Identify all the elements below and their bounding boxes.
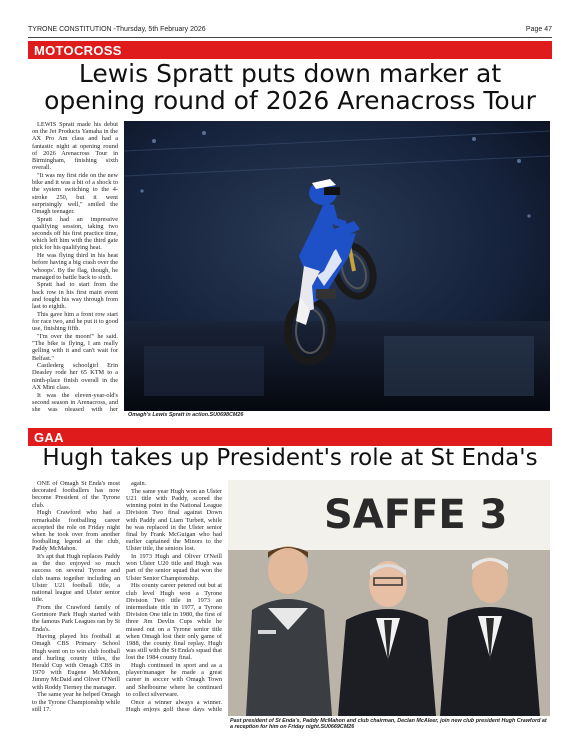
motocross-paragraph: LEWIS Spratt made his debut on the Jet Products Yamaha in the AX Pro Am class and had a fantastic night at opening round of 2026 Arenacross Tour in Birmingham, finishing sixth overall. <box>32 121 118 172</box>
motocross-paragraph: Castlederg schoolgirl Erin Deasley rode her 65 KTM to a ninth-place finish overall in the AX Mini class. <box>32 362 118 391</box>
headline-line-2: opening round of 2026 Arenacross Tour <box>44 86 536 115</box>
article-body-gaa-col1 <box>32 480 120 712</box>
headline-motocross <box>28 60 552 114</box>
gaa-col2-paragraph: The same year Hugh won an Ulster U21 title with Paddy, scored the winning point in the National League Division Two final against Down with Paddy and Liam Turbett, while he was replaced in the Ulster senior final by Frank McGuigan who had earlier captained the Minors to the Ulster title, the seniors lost. <box>126 487 222 553</box>
gaa-col1-paragraph: ONE of Omagh St Enda's most decorated footballers has now become President of the Tyrone club. <box>32 480 120 509</box>
article-body-motocross <box>32 121 118 411</box>
motocross-paragraph: It was the eleven-year-old's second season in Arenacross, and she was pleased with her <box>32 391 118 411</box>
gaa-col2-paragraph: Once a winner always a winner. Hugh enjoys golf these days while <box>126 698 222 712</box>
banner-text: SAFFE 3 <box>324 492 508 538</box>
publication-line: TYRONE CONSTITUTION -Thursday, 5th February 2026 <box>28 26 206 33</box>
photo-presidents <box>228 480 550 716</box>
gaa-col1-paragraph: It's apt that Hugh replaces Paddy as the duo enjoyed so much success on several Tyrone and club teams together including an Ulster U21 football title, a national league and Ulster senior title. <box>32 553 120 604</box>
page-number: Page 47 <box>525 26 552 33</box>
presidents-photo-graphic <box>228 480 550 716</box>
gaa-col2-paragraph: again. <box>131 480 147 487</box>
photo-caption-rider: Omagh's Lewis Spratt in action.SU0698CM26 <box>128 412 244 418</box>
motocross-paragraph: Spratt had to start from the back row in his first main event and fought his way through from last to eighth. <box>32 281 118 311</box>
headline-line-1: Lewis Spratt puts down marker at <box>78 59 502 88</box>
section-label: MOTOCROSS <box>34 43 122 58</box>
motocross-paragraph: This gave him a front row start for race two, and he put it to good use, finishing fifth. <box>32 310 118 333</box>
article-body-gaa-col2 <box>126 480 222 712</box>
motocross-paragraph: "It was my first ride on the new bike and it was a bit of a shock to the system switching to the 4-stroke 250, but it went surprisingly well," smiled the Omagh teenager. <box>32 171 118 215</box>
gaa-col1-paragraph: Having played his football at Omagh CBS Primary School Hugh went on to win club football and hurling county titles, the Herald Cup with Omagh CBS in 1970 with Eugene McMahon, Jimmy McDaid and Oliver O'Neill with Roddy Tierney the manager. <box>32 633 120 691</box>
photo-rider <box>124 121 550 411</box>
gaa-col1-paragraph: From the Crawford family of Gortmore Park Hugh started with the famous Park Leagues ran by St Enda's. <box>32 603 120 633</box>
motocross-paragraph: "I'm over the moon!" he said. "The bike is flying, I am really gelling with it and can't wait for Belfast." <box>32 332 118 362</box>
rider-photo-graphic <box>124 121 550 411</box>
headline-gaa: Hugh takes up President's role at St Enda's <box>42 445 538 471</box>
section-label: GAA <box>34 430 64 445</box>
motocross-paragraph: Spratt had an impressive qualifying session, taking two seconds off his first practice time, which left him with the third gate pick for his qualifying heat. <box>32 215 118 252</box>
section-bar-motocross <box>28 41 552 59</box>
photo-caption-presidents: Past president of St Enda's, Paddy McMahon and club chairman, Declan McAleer, join new club president Hugh Crawford at a reception for him on Friday night.SU0669CM26 <box>230 718 547 731</box>
gaa-col2-paragraph: In 1973 Hugh and Oliver O'Neill won Ulster U20 title and Hugh was part of the senior squad that won the Ulster Senior Championship. <box>126 553 222 582</box>
section-bar-gaa <box>28 428 552 446</box>
gaa-col1-paragraph: Hugh Crawford who had a remarkable footballing career accepted the role on Friday night when he took over from another footballing legend at the club, Paddy McMahon. <box>32 509 120 553</box>
motocross-paragraph: He was flying third in his heat before having a big crash over the 'whoops'. By the flag, though, he managed to battle back to sixth. <box>32 252 118 281</box>
masthead-rule <box>28 37 552 38</box>
gaa-col2-paragraph: His county career petered out but at club level Hugh won a Tyrone Division Two title in 1973 an intermediate title in 1977, a Tyrone Division One title in 1980, the first of three Jim Devlin Cups while he missed out on a Tyrone senior title when Omagh lost their only game of 1988, the county final replay. Hugh was still with the St Enda's squad that lost the 1984 county final. <box>126 582 222 662</box>
gaa-col1-paragraph: The same year he helped Omagh to the Tyrone Championship while still 17. <box>32 691 120 712</box>
gaa-col2-paragraph: Hugh continued in sport and as a player/manager he made a great career in soccer with Omagh Town and Shelbourne where he continued to collect silverware. <box>126 662 222 698</box>
